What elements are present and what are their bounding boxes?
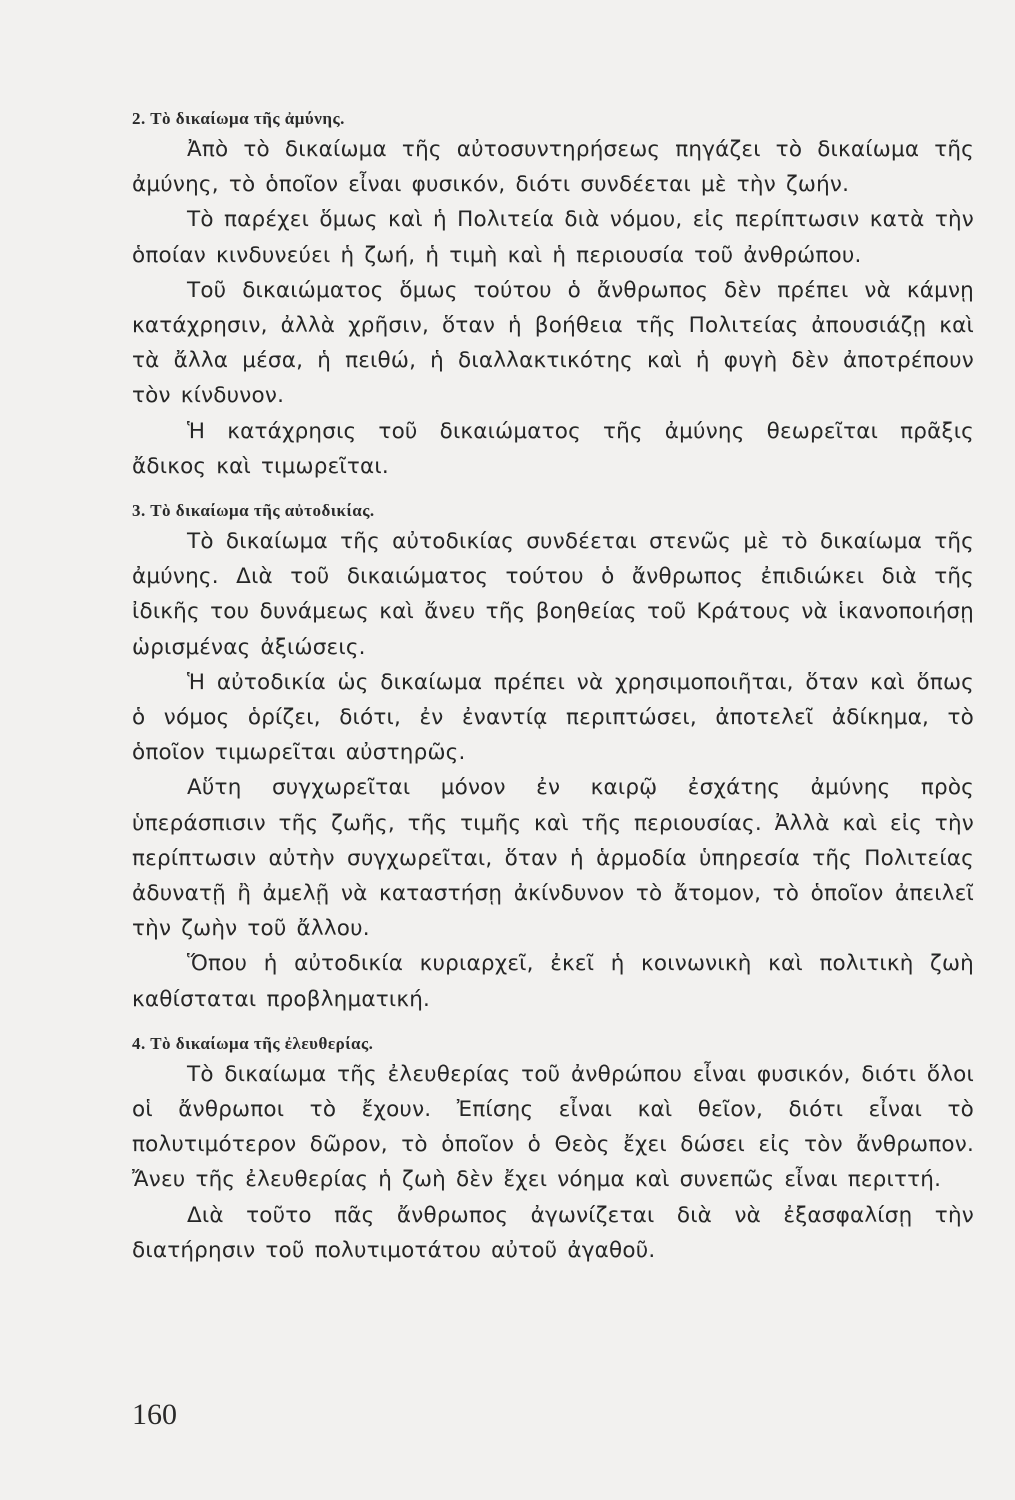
section-heading: 4. Τὸ δικαίωμα τῆς ἐλευθερίας.: [132, 1033, 374, 1053]
section-heading: 2. Τὸ δικαίωμα τῆς ἀμύνης.: [132, 109, 345, 128]
section-right-of-defense: [132, 106, 974, 484]
paragraph: Τοῦ δικαιώματος ὅμως τούτου ὁ ἄνθρωπος δὲν πρέπει νὰ κάμνῃ κατάχρησιν, ἀλλὰ χρῆσιν, ὅταν ἡ βοήθεια τῆς Πολιτείας ἀπουσιάζῃ καὶ τὰ ἄλλα μέσα, ἡ πειθώ, ἡ διαλλακτικότης καὶ ἡ φυγὴ δὲν ἀποτρέπουν τὸν κίνδυνον.: [132, 277, 974, 409]
paragraph: Διὰ τοῦτο πᾶς ἄνθρωπος ἀγωνίζεται διὰ νὰ ἐξασφαλίσῃ τὴν διατήρησιν τοῦ πολυτιμοτάτου αὐτοῦ ἀγαθοῦ.: [132, 1202, 974, 1263]
section-heading: 3. Τὸ δικαίωμα τῆς αὐτοδικίας.: [132, 501, 375, 521]
paragraph: Τὸ δικαίωμα τῆς αὐτοδικίας συνδέεται στενῶς μὲ τὸ δικαίωμα τῆς ἀμύνης. Διὰ τοῦ δικαιώματος τούτου ὁ ἄνθρωπος ἐπιδιώκει διὰ τῆς ἰδικῆς του δυνάμεως καὶ ἄνευ τῆς βοηθείας τοῦ Κράτους νὰ ἱκανοποιήσῃ ὡρισμένας ἀξιώσεις.: [132, 529, 974, 660]
paragraph: Ἀπὸ τὸ δικαίωμα τῆς αὐτοσυντηρήσεως πηγάζει τὸ δικαίωμα τῆς ἀμύνης, τὸ ὁποῖον εἶναι φυσικόν, διότι συνδέεται μὲ τὴν ζωήν.: [132, 137, 974, 198]
paragraph: Ἡ αὐτοδικία ὡς δικαίωμα πρέπει νὰ χρησιμοποιῆται, ὅταν καὶ ὅπως ὁ νόμος ὁρίζει, διότι, ἐν ἐναντίᾳ περιπτώσει, ἀποτελεῖ ἀδίκημα, τὸ ὁποῖον τιμωρεῖται αὐστηρῶς.: [132, 669, 974, 766]
page-content: [132, 106, 974, 1268]
section-right-of-freedom: [132, 1031, 974, 1268]
page-number: 160: [132, 1398, 177, 1431]
section-right-of-self-justice: [132, 498, 974, 1017]
paragraph: Τὸ παρέχει ὅμως καὶ ἡ Πολιτεία διὰ νόμου, εἰς περίπτωσιν κατὰ τὴν ὁποίαν κινδυνεύει ἡ ζωή, ἡ τιμὴ καὶ ἡ περιουσία τοῦ ἀνθρώπου.: [132, 207, 974, 268]
paragraph: Αὕτη συγχωρεῖται μόνον ἐν καιρῷ ἐσχάτης ἀμύνης πρὸς ὑπεράσπισιν τῆς ζωῆς, τῆς τιμῆς καὶ τῆς περιουσίας. Ἀλλὰ καὶ εἰς τὴν περίπτωσιν αὐτὴν συγχωρεῖται, ὅταν ἡ ἁρμοδία ὑπηρεσία τῆς Πολιτείας ἀδυνατῇ ἢ ἀμελῇ νὰ καταστήσῃ ἀκίνδυνον τὸ ἄτομον, τὸ ὁποῖον ἀπειλεῖ τὴν ζωὴν τοῦ ἄλλου.: [132, 775, 974, 942]
paragraph: Ἡ κατάχρησις τοῦ δικαιώματος τῆς ἀμύνης θεωρεῖται πρᾶξις ἄδικος καὶ τιμωρεῖται.: [132, 418, 974, 479]
paragraph: Τὸ δικαίωμα τῆς ἐλευθερίας τοῦ ἀνθρώπου εἶναι φυσικόν, διότι ὅλοι οἱ ἄνθρωποι τὸ ἔχουν. Ἐπίσης εἶναι καὶ θεῖον, διότι εἶναι τὸ πολυτιμότερον δῶρον, τὸ ὁποῖον ὁ Θεὸς ἔχει δώσει εἰς τὸν ἄνθρωπον. Ἄνευ τῆς ἐλευθερίας ἡ ζωὴ δὲν ἔχει νόημα καὶ συνεπῶς εἶναι περιττή.: [132, 1061, 974, 1193]
paragraph: Ὅπου ἡ αὐτοδικία κυριαρχεῖ, ἐκεῖ ἡ κοινωνικὴ καὶ πολιτικὴ ζωὴ καθίσταται προβληματική.: [132, 951, 974, 1012]
